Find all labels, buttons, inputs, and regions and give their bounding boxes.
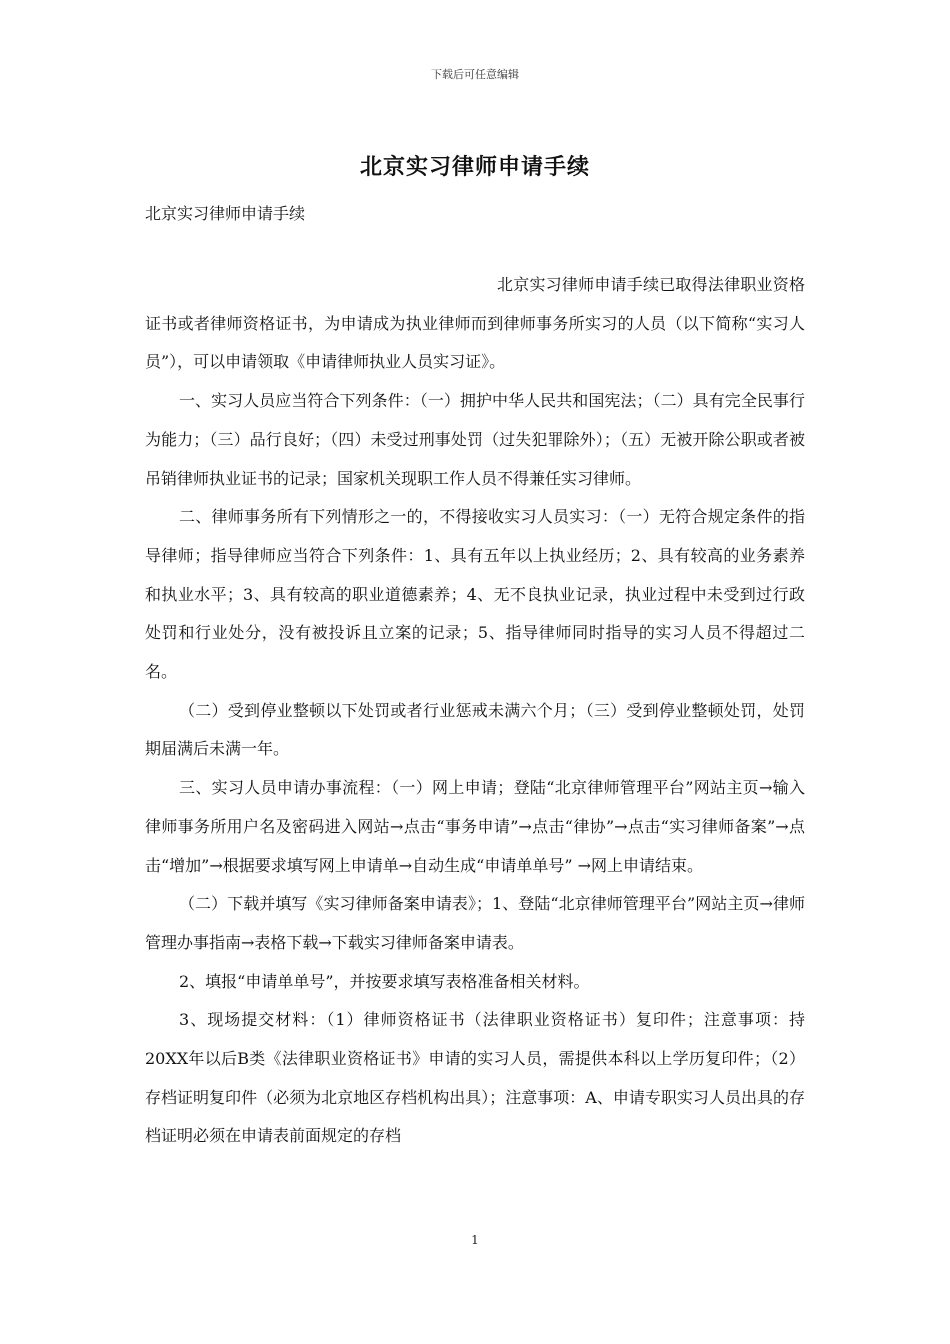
paragraph-process-fill: 2、填报“申请单单号”，并按要求填写表格准备相关材料。 xyxy=(179,971,590,991)
paragraph-penalties: （二）受到停业整顿以下处罚或者行业惩戒未满六个月；（三）受到停业整顿处罚，处罚期届满后未满一年。 xyxy=(145,700,805,759)
page-header-note: 下载后可任意编辑 xyxy=(431,68,519,81)
document-title: 北京实习律师申请手续 xyxy=(359,155,590,180)
document-subtitle: 北京实习律师申请手续 xyxy=(145,204,306,223)
paragraph-intro: 北京实习律师申请手续已取得法律职业资格证书或者律师资格证书，为申请成为执业律师而到律师事务所实习的人员（以下简称“实习人员”），可以申请领取《申请律师执业人员实习证》。 xyxy=(145,275,805,372)
paragraph-process-submit: 3、现场提交材料：（1）律师资格证书（法律职业资格证书）复印件；注意事项：持20XX年以后B类《法律职业资格证书》申请的实习人员，需提供本科以上学历复印件；（2）存档证明复印件（必须为北京地区存档机构出具）；注意事项：A、申请专职实习人员出具的存档证明必须在申请表前面规定的存档 xyxy=(145,1010,805,1146)
paragraph-process-online: 三、实习人员申请办事流程：（一）网上申请；登陆“北京律师管理平台”网站主页→输入律师事务所用户名及密码进入网站→点击“事务申请”→点击“律协”→点击“实习律师备案”→点击“增加”→根据要求填写网上申请单→自动生成“申请单单号” →网上申请结束。 xyxy=(145,778,805,875)
page-number: 1 xyxy=(471,1233,479,1247)
paragraph-conditions: 一、实习人员应当符合下列条件：（一）拥护中华人民共和国宪法；（二）具有完全民事行为能力；（三）品行良好；（四）未受过刑事处罚（过失犯罪除外）；（五）无被开除公职或者被吊销律师执业证书的记录；国家机关现职工作人员不得兼任实习律师。 xyxy=(145,391,805,488)
paragraph-firm-restrictions: 二、律师事务所有下列情形之一的，不得接收实习人员实习：（一）无符合规定条件的指导律师；指导律师应当符合下列条件：1、具有五年以上执业经历；2、具有较高的业务素养和执业水平；3、具有较高的职业道德素养；4、无不良执业记录，执业过程中未受到过行政处罚和行业处分，没有被投诉且立案的记录；5、指导律师同时指导的实习人员不得超过二名。 xyxy=(145,507,805,682)
paragraph-process-download: （二）下载并填写《实习律师备案申请表》；1、登陆“北京律师管理平台”网站主页→律师管理办事指南→表格下载→下载实习律师备案申请表。 xyxy=(145,894,805,952)
document-body xyxy=(145,266,805,1156)
